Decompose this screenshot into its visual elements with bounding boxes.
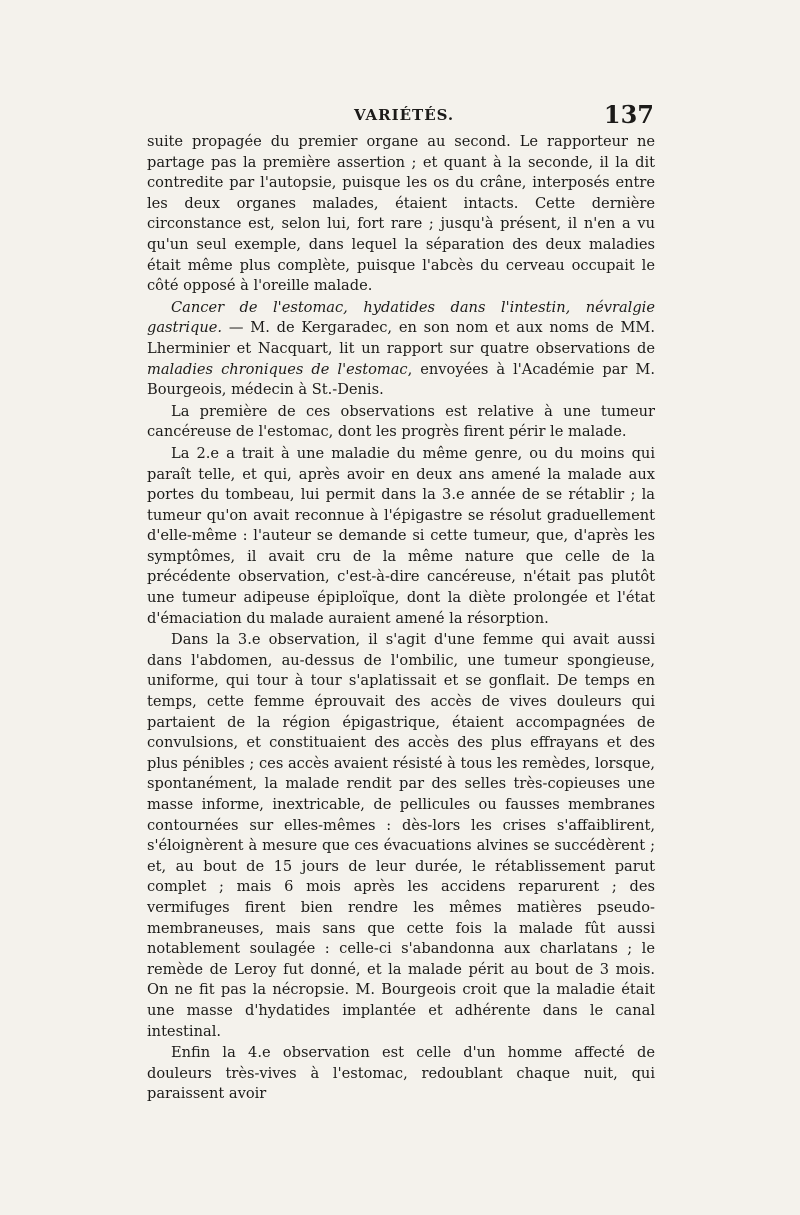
section-text-end: , envoyées à l'Académie par M. Bourgeois, médecin à St.-Denis. bbox=[147, 360, 656, 399]
running-title: VARIÉTÉS. bbox=[354, 106, 455, 124]
paragraph-continuation: suite propagée du premier organe au second. Le rapporteur ne partage pas la première assertion ; et quant à la seconde, il la dit contredite par l'autopsie, puisque les os du crâne, interposés entre les deux organes malades, étaient intacts. Cette dernière circonstance est, selon lui, fort rare ; jusqu'à présent, il n'en a vu qu'un seul exemple, dans lequel la séparation des deux maladies était même plus complète, puisque l'abcès du cerveau occupait le côté opposé à l'oreille malade. bbox=[147, 133, 655, 295]
body-text bbox=[147, 132, 655, 1105]
section-paragraph bbox=[147, 298, 655, 401]
section-text: — M. de Kergaradec, en son nom et aux noms de MM. Lherminier et Nacquart, lit un rapport sur quatre observations de bbox=[147, 319, 655, 357]
page-header bbox=[140, 100, 660, 136]
paragraph-observation-3: Dans la 3.e observation, il s'agit d'une femme qui avait aussi dans l'abdomen, au-dessus de l'ombilic, une tumeur spongieuse, uniforme, qui tour à tour s'aplatissait et se gonflait. De temps en temps, cette femme éprouvait des accès de vives douleurs qui partaient de la région épigastrique, étaient accompagnées de convulsions, et constituaient des accès des plus effrayans et des plus pénibles ; ces accès avaient résisté à tous les remèdes, lorsque, spontanément, la malade rendit par des selles très-copieuses une masse informe, inextricable, de pellicules ou fausses membranes contournées sur elles-mêmes : dès-lors les crises s'affaiblirent, s'éloignèrent à mesure que ces évacuations alvines se succédèrent ; et, au bout de 15 jours de leur durée, le rétablissement parut complet ; mais 6 mois après les accidens reparurent ; des vermifuges firent bien rendre les mêmes matières pseudo-membraneuses, mais sans que cette fois la malade fût aussi notablement soulagée : celle-ci s'abandonna aux charlatans ; le remède de Leroy fut donné, et la malade périt au bout de 3 mois. On ne fit pas la nécropsie. M. Bourgeois croit que la maladie était une masse d'hydatides implantée et adhérente dans le canal intestinal. bbox=[147, 631, 655, 1040]
paragraph-observation-1: La première de ces observations est relative à une tumeur cancéreuse de l'estomac, dont les progrès firent périr le malade. bbox=[147, 402, 655, 441]
section-title: Cancer de l'estomac, hydatides dans l'intestin, névralgie gastrique. bbox=[147, 298, 655, 337]
section-italic-fragment: maladies chroniques de l'estomac bbox=[147, 360, 408, 378]
page-number: 137 bbox=[603, 100, 654, 129]
paragraph-observation-2: La 2.e a trait à une maladie du même genre, ou du moins qui paraît telle, et qui, après avoir en deux ans amené la malade aux portes du tombeau, lui permit dans la 3.e année de se rétablir ; la tumeur qu'on avait reconnue à l'épigastre se résolut graduellement d'elle-même : l'auteur se demande si cette tumeur, que, d'après les symptômes, il avait cru de la même nature que celle de la précédente observation, c'est-à-dire cancéreuse, n'était pas plutôt une tumeur adipeuse épiploïque, dont la diète prolongée et l'état d'émaciation du malade auraient amené la résorption. bbox=[147, 444, 655, 627]
paragraph-observation-4: Enfin la 4.e observation est celle d'un homme affecté de douleurs très-vives à l'estomac, redoublant chaque nuit, qui paraissent avoir bbox=[147, 1044, 655, 1103]
